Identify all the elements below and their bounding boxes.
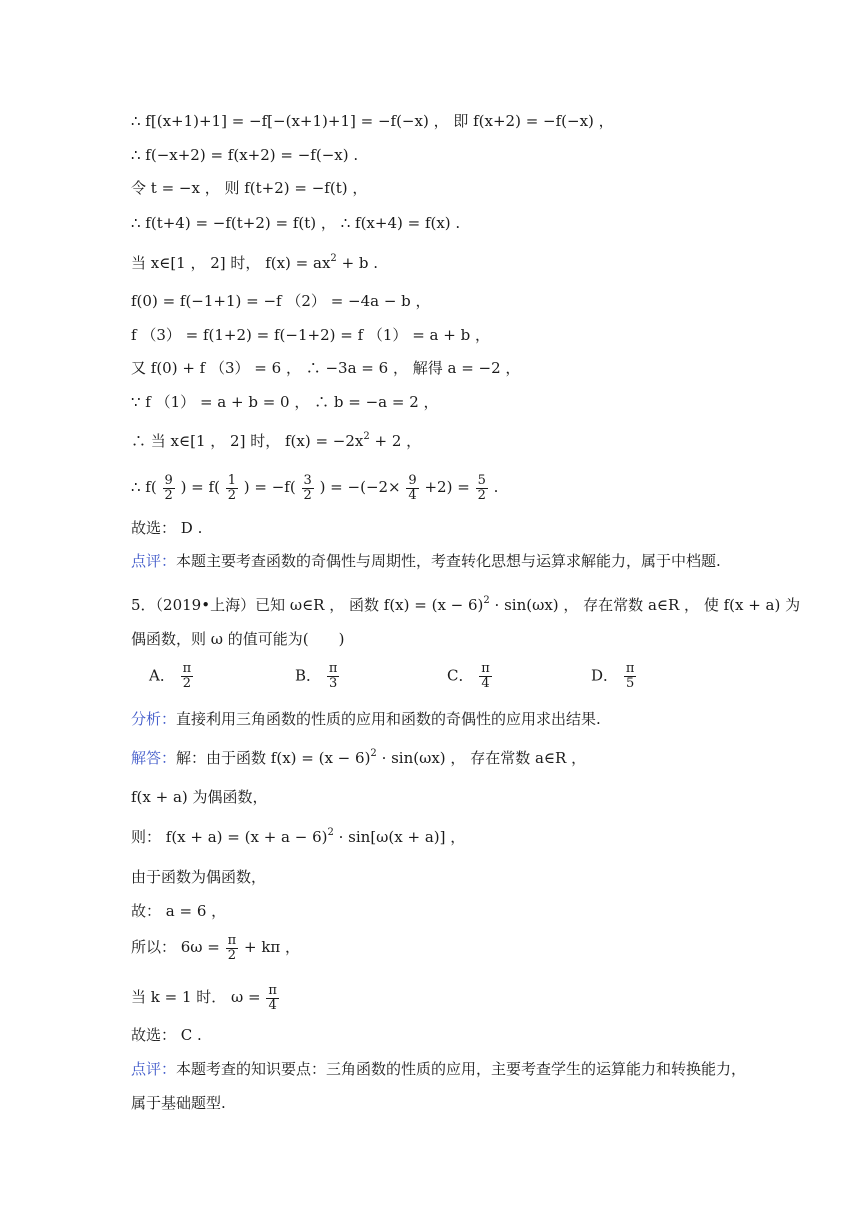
q5-comment (131, 1058, 780, 1080)
numerator: π (227, 932, 237, 948)
exponent: 2 (483, 595, 490, 606)
numerator: π (481, 661, 490, 676)
q5-solution-line-5: 故： a = 6 ， (131, 902, 227, 920)
denominator: 2 (303, 487, 312, 503)
denominator: 5 (625, 676, 635, 691)
numerator: 3 (303, 472, 312, 488)
text-segment: 所以： 6ω = (131, 938, 220, 956)
q5-solution-line-3 (131, 826, 780, 851)
text-segment: · sin(ωx) ， 存在常数 a∈R ， 使 f(x + a) 为 (489, 596, 801, 614)
option-c[interactable] (447, 662, 493, 691)
q5-solution-line-4: 由于函数为偶函数， (131, 868, 267, 886)
analysis-label: 分析： (131, 710, 177, 728)
denominator: 4 (408, 487, 417, 503)
solution-line-10 (131, 430, 780, 455)
text-segment: 当 x∈[1 ， 2] 时， f(x) = ax (131, 254, 331, 272)
solution-label: 解答： (131, 749, 177, 767)
fraction (181, 662, 194, 691)
exponent: 2 (327, 827, 334, 838)
solution-line-1: ∴ f[(x+1)+1] = −f[−(x+1)+1] = −f(−x) ， 即 f(x+2) = −f(−x) ， (131, 112, 614, 130)
option-label: C． (447, 666, 474, 685)
text-segment: . (493, 478, 499, 496)
fraction (266, 984, 279, 1013)
q5-solution-line-8: 故选： C . (131, 1026, 202, 1044)
text-segment: ∴ f( (131, 478, 157, 496)
solution-line-8: 又 f(0) + f （3） = 6 ， ∴ −3a = 6 ， 解得 a = −2 ， (131, 359, 521, 377)
fraction (624, 662, 637, 691)
numerator: 9 (408, 472, 417, 488)
comment-text: 本题考查的知识要点：三角函数的性质的应用，主要考查学生的运算能力和转换能力， (176, 1060, 747, 1078)
denominator: 2 (227, 947, 237, 963)
q5-comment-line-2: 属于基础题型. (131, 1094, 226, 1112)
denominator: 4 (268, 997, 277, 1013)
q4-comment (131, 550, 780, 572)
text-segment: 解：由于函数 f(x) = (x − 6) (176, 749, 371, 767)
option-label: B． (295, 666, 322, 685)
analysis-text: 直接利用三角函数的性质的应用和函数的奇偶性的应用求出结果. (176, 710, 601, 728)
denominator: 2 (182, 676, 192, 691)
fraction (327, 662, 340, 691)
text-segment: 5．（2019•上海）已知 ω∈R ， 函数 f(x) = (x − 6) (131, 596, 484, 614)
solution-line-6: f(0) = f(−1+1) = −f （2） = −4a − b ， (131, 292, 431, 310)
option-a[interactable] (149, 662, 194, 691)
solution-line-4: ∴ f(t+4) = −f(t+2) = f(t) ， ∴ f(x+4) = f(x) . (131, 214, 461, 232)
numerator: 5 (477, 472, 486, 488)
text-segment: 当 k = 1 时． ω = (131, 988, 261, 1006)
text-segment: + 2 ， (369, 432, 422, 450)
q5-stem-line-2: 偶函数，则 ω 的值可能为( ) (131, 630, 345, 648)
fraction (226, 934, 239, 963)
numerator: π (268, 982, 277, 998)
comment-label: 点评： (131, 1060, 177, 1078)
exponent: 2 (370, 748, 377, 759)
solution-line-7: f （3） = f(1+2) = f(−1+2) = f （1） = a + b ， (131, 326, 490, 344)
q5-solution-line-1 (131, 747, 780, 772)
text-segment: ∴ 当 x∈[1 ， 2] 时， f(x) = −2x (131, 432, 364, 450)
solution-line-5 (131, 252, 780, 277)
fraction (479, 662, 492, 691)
solution-line-2: ∴ f(−x+2) = f(x+2) = −f(−x) . (131, 146, 359, 164)
text-segment: · sin[ω(x + a)] ， (333, 828, 466, 846)
comment-text: 本题主要考查函数的奇偶性与周期性，考查转化思想与运算求解能力，属于中档题. (176, 552, 721, 570)
q5-analysis (131, 708, 780, 730)
solution-line-9: ∵ f （1） = a + b = 0 ， ∴ b = −a = 2 ， (131, 393, 439, 411)
fraction (476, 474, 488, 503)
q5-solution-line-7 (131, 980, 780, 1014)
q5-solution-line-6 (131, 930, 780, 964)
text-segment: +2) = (424, 478, 470, 496)
text-segment: ) = f( (180, 478, 220, 496)
denominator: 4 (481, 676, 490, 691)
exponent: 2 (363, 431, 370, 442)
option-label: A． (149, 666, 175, 685)
comment-label: 点评： (131, 552, 177, 570)
solution-line-3: 令 t = −x ， 则 f(t+2) = −f(t) ， (131, 179, 368, 197)
text-segment: 则： f(x + a) = (x + a − 6) (131, 828, 328, 846)
q5-stem-line-1 (131, 594, 801, 619)
numerator: 9 (164, 472, 173, 488)
fraction (302, 474, 314, 503)
text-segment: · sin(ωx) ， 存在常数 a∈R ， (376, 749, 587, 767)
numerator: π (328, 661, 338, 676)
numerator: π (182, 661, 192, 676)
q5-options (131, 662, 780, 702)
denominator: 2 (227, 487, 236, 503)
denominator: 2 (164, 487, 173, 503)
text-segment: ) = −f( (243, 478, 296, 496)
solution-line-11 (131, 470, 780, 504)
text-segment: + kπ ， (244, 938, 301, 956)
fraction (163, 474, 175, 503)
exponent: 2 (330, 253, 337, 264)
numerator: π (625, 661, 635, 676)
denominator: 2 (477, 487, 486, 503)
numerator: 1 (227, 472, 236, 488)
denominator: 3 (328, 676, 338, 691)
solution-line-12: 故选： D . (131, 519, 203, 537)
option-d[interactable] (591, 662, 637, 691)
fraction (406, 474, 418, 503)
option-b[interactable] (295, 662, 340, 691)
option-label: D． (591, 666, 619, 685)
text-segment: + b . (336, 254, 379, 272)
q5-solution-line-2: f(x + a) 为偶函数， (131, 788, 268, 806)
fraction (226, 474, 238, 503)
text-segment: ) = −(−2× (319, 478, 401, 496)
